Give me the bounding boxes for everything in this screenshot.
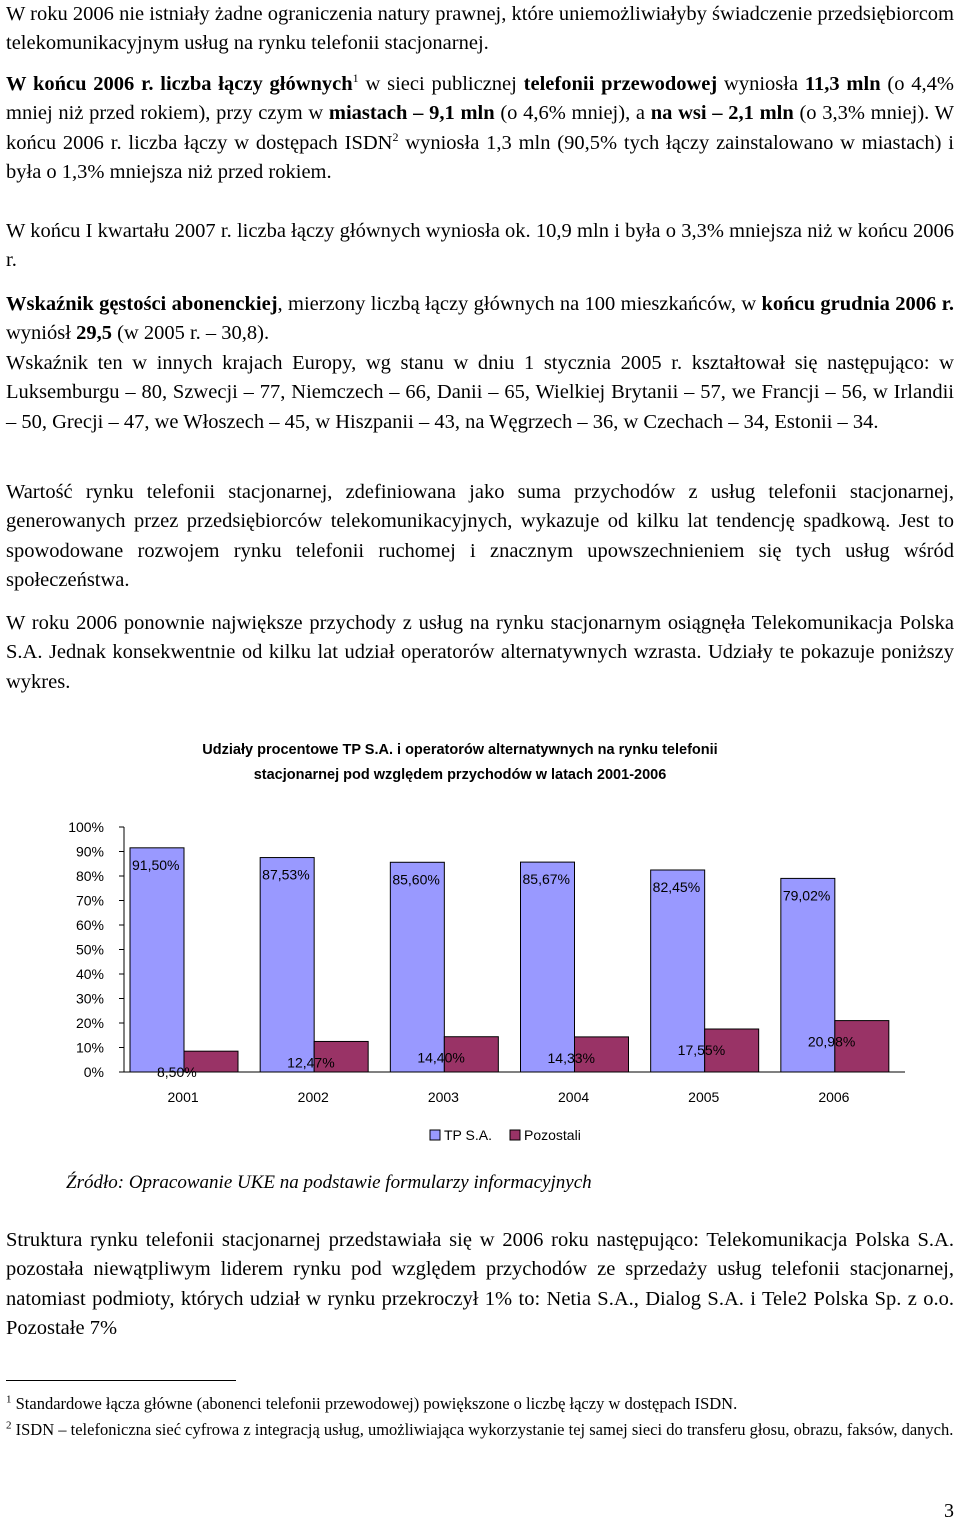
y-tick-label: 20% — [75, 1015, 104, 1031]
chart-title-line-2: stacjonarnej pod względem przychodów w latach 2001-2006 — [253, 767, 667, 783]
legend-swatch — [510, 1130, 520, 1140]
text-fragment: , mierzony liczbą łączy głównych na 100 mieszkańców, w — [277, 293, 762, 315]
bar-tp — [390, 862, 444, 1072]
text-fragment: 29,5 — [76, 322, 112, 345]
footnote-ref-2: 2 — [392, 129, 399, 144]
data-label: 17,55% — [677, 1042, 726, 1059]
paragraph-market-structure: Struktura rynku telefonii stacjonarnej przedstawiała się w 2006 roku następująco: Telekomunikacja Polska S.A. pozostała niewątpliwym liderem rynku pod względem przychodów ze sprzedaży usług telefonii stacjonarnej, natomiast podmioty, których udział w rynku przekroczył 1% to: Netia S.A., Dialog S.A. i Tele2 Polska Sp. z o.o. Pozostałe 7% — [6, 1229, 954, 1340]
text-fragment: wyniósł — [6, 322, 77, 345]
text-fragment: W końcu 2006 r. liczba łączy głównych — [6, 73, 353, 95]
paragraph-revenue-2006: W roku 2006 ponownie największe przychody z usług na rynku stacjonarnym osiągnęła Telekomunikacja Polska S.A. Jednak konsekwentnie od kilku lat udział operatorów alternatywnych wzrasta. Udziały te pokazuje poniższy wykres. — [6, 612, 954, 693]
text-fragment: (w 2005 r. – 30,8). — [111, 322, 270, 345]
text-fragment: Wskaźnik gęstości abonenckiej — [6, 293, 278, 315]
y-tick-label: 70% — [75, 892, 104, 909]
data-label: 85,60% — [392, 871, 440, 888]
x-tick-label: 2004 — [558, 1089, 590, 1105]
text-fragment: 11,3 mln — [804, 73, 881, 95]
chart-source: Źródło: Opracowanie UKE na podstawie formularzy informacyjnych — [66, 1172, 592, 1193]
footnote-text: Standardowe łącza główne (abonenci telefonii przewodowej) powiększone o liczbę łączy w dostępach ISDN. — [11, 1394, 738, 1413]
bar-tp — [521, 862, 575, 1072]
data-label: 82,45% — [652, 878, 701, 895]
x-tick-label: 2006 — [818, 1089, 850, 1105]
market-share-chart — [0, 730, 960, 1170]
text-fragment: na wsi – 2,1 mln — [650, 102, 794, 125]
footnote-2 — [6, 1418, 954, 1442]
legend-label: Pozostali — [524, 1127, 581, 1143]
data-label: 79,02% — [782, 887, 831, 904]
legend-label: TP S.A. — [444, 1127, 492, 1143]
y-tick-label: 60% — [75, 917, 104, 933]
text-fragment: w sieci publicznej — [358, 73, 524, 95]
y-tick-label: 90% — [75, 843, 104, 860]
paragraph-density-index — [6, 290, 954, 437]
data-label: 12,47% — [287, 1054, 335, 1071]
data-label: 8,50% — [157, 1064, 197, 1081]
footnote-ref-1: 1 — [352, 71, 359, 86]
data-label: 14,40% — [417, 1049, 465, 1066]
data-label: 14,33% — [547, 1049, 595, 1066]
x-tick-label: 2002 — [297, 1089, 329, 1105]
paragraph-q1-2007: W końcu I kwartału 2007 r. liczba łączy głównych wyniosła ok. 10,9 mln i była o 3,3% mniejsza niż w końcu 2006 r. — [6, 220, 954, 272]
text-fragment: wyniosła — [717, 73, 805, 95]
text-fragment: miastach – 9,1 mln — [328, 102, 495, 125]
y-tick-label: 0% — [83, 1064, 104, 1080]
data-label: 87,53% — [262, 866, 310, 883]
footnote-1 — [6, 1392, 954, 1416]
chart-title-line-1: Udziały procentowe TP S.A. i operatorów alternatywnych na rynku telefonii — [202, 742, 718, 758]
page-number: 3 — [944, 1500, 954, 1522]
x-tick-label: 2003 — [427, 1089, 459, 1105]
data-label: 20,98% — [807, 1033, 856, 1050]
paragraph-legal-restrictions: W roku 2006 nie istniały żadne ograniczenia natury prawnej, które uniemożliwiałyby świadczenie przedsiębiorcom telekomunikacyjnym usług na rynku telefonii stacjonarnej. — [6, 3, 954, 55]
text-fragment: telefonii przewodowej — [523, 73, 718, 95]
x-tick-label: 2005 — [688, 1089, 720, 1105]
y-tick-label: 80% — [75, 868, 104, 884]
y-tick-label: 50% — [75, 941, 104, 958]
bar-tp — [260, 858, 314, 1072]
text-fragment: (o 4,6% mniej), a — [494, 102, 651, 125]
footnote-divider — [6, 1380, 236, 1381]
footnote-number: 2 — [6, 1419, 12, 1432]
footnote-text: ISDN – telefoniczna sieć cyfrowa z integracją usług, umożliwiająca wykorzystanie tej samej sieci do transferu głosu, obrazu, faksów, danych. — [11, 1420, 954, 1439]
text-fragment: wyniosła 1,3 mln (90,5% tych łączy zainstalowano w miastach) i była o 1,3% mniejsza niż przed rokiem. — [6, 131, 954, 184]
data-label: 85,67% — [522, 871, 570, 888]
legend-swatch — [430, 1130, 440, 1140]
text-fragment: Wskaźnik ten w innych krajach Europy, wg stanu w dniu 1 stycznia 2005 r. kształtował się następująco: w Luksemburgu – 80, Szwecji – 77, Niemczech – 66, Danii – 65, Wielkiej Brytanii – 57, we Francji – 56, w Irlandii – 50, Grecji – 47, we Włoszech – 45, w Hiszpanii – 43, na Węgrzech – 36, w Czechach – 34, Estonii – 34. — [6, 351, 954, 433]
data-label: 91,50% — [132, 856, 180, 873]
footnote-number: 1 — [6, 1393, 12, 1406]
paragraph-main-lines — [6, 70, 954, 188]
text-fragment: końcu grudnia 2006 r. — [761, 293, 954, 315]
text-fragment: (o 4,4% mniej niż przed rokiem), przy czym w — [6, 73, 955, 125]
y-tick-label: 10% — [75, 1039, 104, 1056]
x-tick-label: 2001 — [167, 1089, 199, 1105]
paragraph-market-value: Wartość rynku telefonii stacjonarnej, zdefiniowana jako suma przychodów z usług telefonii stacjonarnej, generowanych przez przedsiębiorców telekomunikacyjnych, wykazuje od kilku lat tendencję spadkową. Jest to spowodowane rozwojem rynku telefonii ruchomej i znacznym upowszechnieniem się tych usług wśród społeczeństwa. — [6, 481, 954, 592]
bar-tp — [130, 848, 184, 1072]
y-tick-label: 100% — [68, 819, 104, 835]
y-tick-label: 30% — [75, 990, 104, 1007]
text-fragment: (o 3,3% mniej). W końcu 2006 r. liczba łączy w dostępach ISDN — [6, 102, 954, 154]
y-tick-label: 40% — [75, 966, 104, 982]
chart-canvas — [0, 730, 960, 1170]
